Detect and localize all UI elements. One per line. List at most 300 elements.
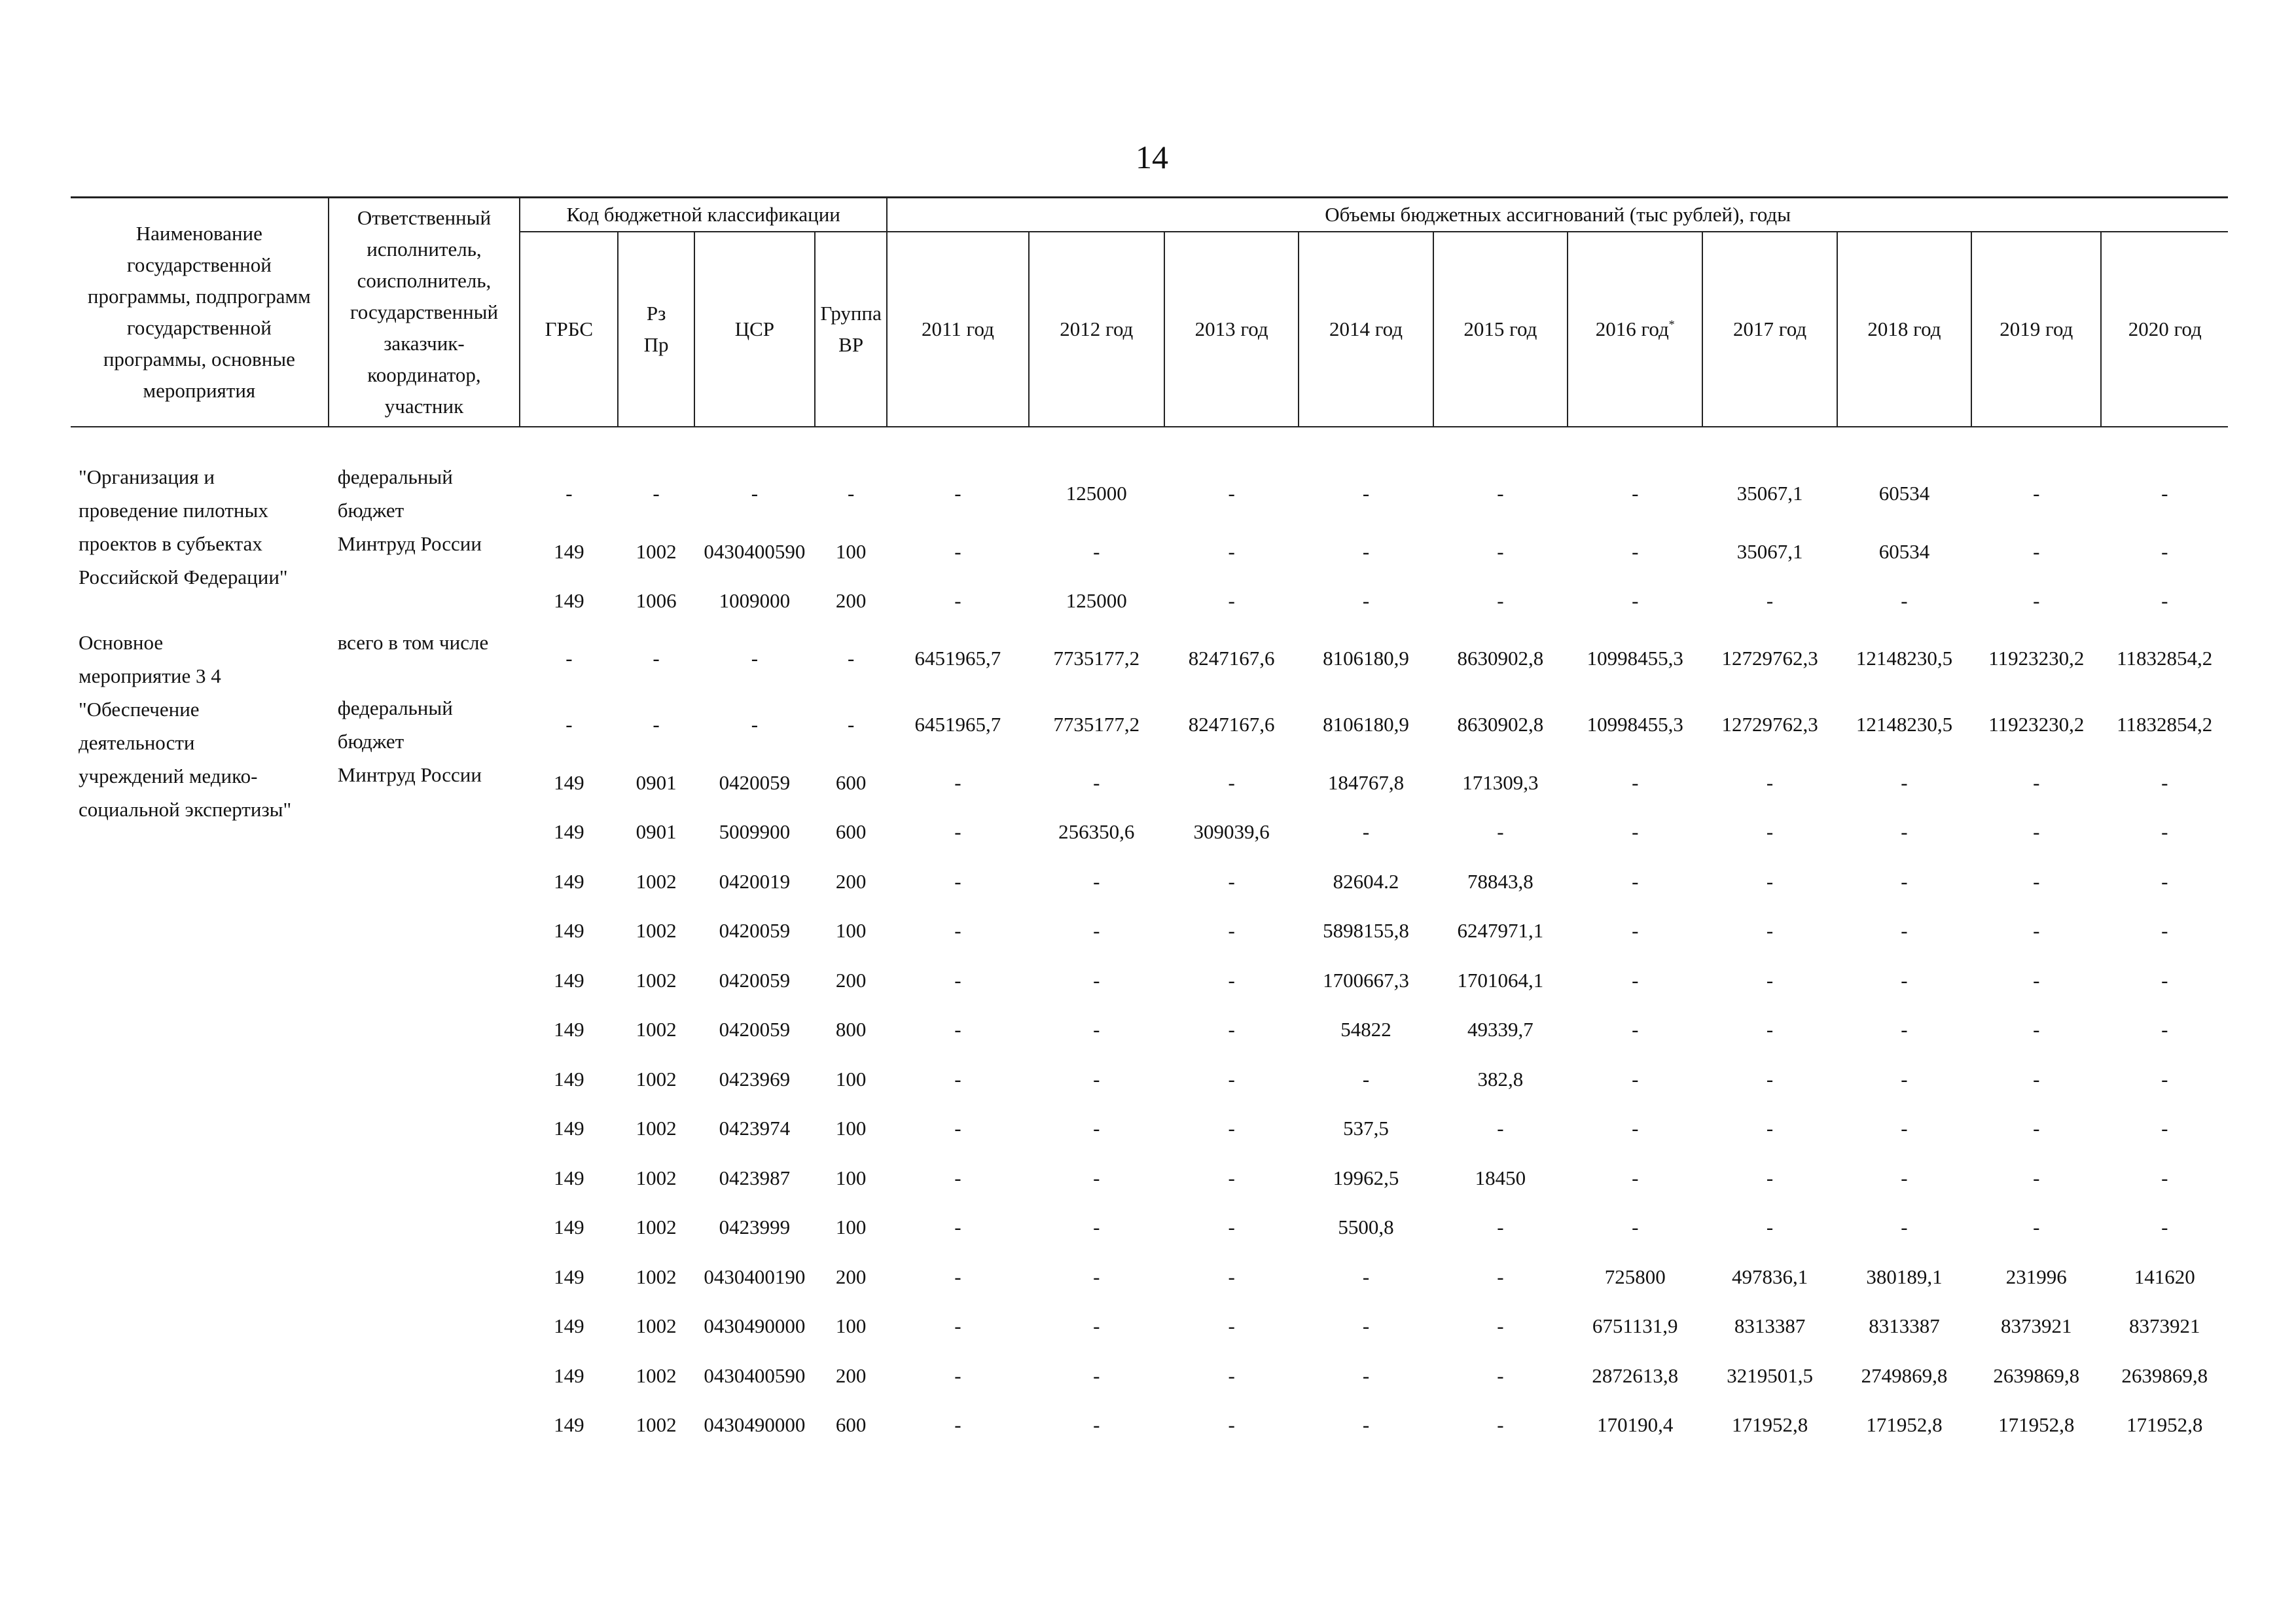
allocation-value-cell: - (954, 1216, 961, 1239)
code-vr-cell: 600 (835, 1413, 867, 1437)
executor-cell: всего в том числе (337, 631, 489, 654)
table-row (71, 1055, 2228, 1104)
code-rzpr-cell: 1002 (636, 1117, 677, 1140)
code-vr-cell: 200 (835, 589, 867, 613)
allocation-value-cell: - (1362, 1265, 1370, 1288)
code-csr-cell: - (751, 481, 759, 505)
allocation-value-cell: 7735177,2 (1053, 646, 1140, 670)
allocation-value-cell: 35067,1 (1736, 481, 1803, 505)
allocation-value-cell: - (954, 1166, 961, 1189)
allocation-value-cell: - (1766, 1018, 1774, 1041)
code-rzpr-cell: 1002 (636, 1067, 677, 1091)
program-name-line: Российской Федерации" (79, 566, 288, 588)
code-csr-cell: 0430400190 (704, 1265, 806, 1288)
allocation-value-cell: - (1632, 968, 1639, 992)
allocation-value-cell: - (1497, 1117, 1504, 1140)
code-grbs-cell: 149 (554, 1117, 584, 1140)
allocation-value-cell: - (2033, 1018, 2040, 1041)
allocation-value-cell: 8106180,9 (1323, 646, 1409, 670)
code-csr-cell: 0423974 (719, 1117, 791, 1140)
allocation-value-cell: - (954, 589, 961, 613)
allocation-value-cell: 184767,8 (1327, 770, 1405, 794)
allocation-value-cell: 5500,8 (1338, 1216, 1394, 1239)
table-row (71, 956, 2228, 1005)
allocation-value-cell: - (1901, 1067, 1908, 1091)
allocation-value-cell: - (1497, 1413, 1504, 1437)
table-body (71, 427, 2228, 1450)
executor-cell (329, 1401, 520, 1451)
allocation-value-cell: - (1632, 589, 1639, 613)
allocation-value-cell: 8247167,6 (1188, 712, 1275, 736)
allocation-value-cell: - (1497, 1314, 1504, 1338)
code-grbs-cell: 149 (554, 1363, 584, 1387)
allocation-value-cell: 256350,6 (1058, 820, 1135, 844)
allocation-value-cell: - (954, 539, 961, 563)
allocation-value-cell: - (1093, 869, 1100, 893)
allocation-value-cell: - (2161, 1117, 2168, 1140)
program-name-cell (71, 460, 329, 626)
allocation-value-cell: - (1632, 1018, 1639, 1041)
allocation-value-cell: - (954, 1413, 961, 1437)
allocation-value-cell: - (1497, 481, 1504, 505)
program-name-line: учреждений медико- (79, 765, 258, 787)
code-rzpr-cell: 1002 (636, 1018, 677, 1041)
code-vr-cell: 600 (835, 820, 867, 844)
code-vr-cell: 100 (835, 1067, 867, 1091)
allocation-value-cell: - (2033, 589, 2040, 613)
allocation-value-cell: 11832854,2 (2117, 712, 2213, 736)
code-rzpr-cell: - (653, 646, 660, 670)
code-rzpr-cell: 1002 (636, 1363, 677, 1387)
code-vr-cell: 800 (835, 1018, 867, 1041)
header-year: 2017 год (1702, 232, 1837, 427)
executor-cell (329, 808, 520, 857)
allocation-value-cell: 8630902,8 (1457, 712, 1544, 736)
executor-cell (329, 1302, 520, 1352)
allocation-value-cell: 10998455,3 (1587, 646, 1683, 670)
allocation-value-cell: - (1228, 1117, 1235, 1140)
allocation-value-cell: - (1362, 539, 1370, 563)
executor-cell (329, 1005, 520, 1055)
code-vr-cell: 100 (835, 1314, 867, 1338)
allocation-value-cell: - (1901, 1216, 1908, 1239)
executor-cell (329, 1055, 520, 1104)
allocation-value-cell: 11923230,2 (1988, 646, 2085, 670)
allocation-value-cell: - (1632, 481, 1639, 505)
header-year: 2014 год (1299, 232, 1433, 427)
program-name-line: проектов в субъектах (79, 532, 262, 555)
code-vr-cell: 100 (835, 919, 867, 943)
code-rzpr-cell: 1002 (636, 919, 677, 943)
code-vr-cell: 200 (835, 968, 867, 992)
allocation-value-cell: - (1632, 869, 1639, 893)
allocation-value-cell: 6751131,9 (1592, 1314, 1678, 1338)
allocation-value-cell: - (1632, 539, 1639, 563)
allocation-value-cell: - (1093, 1018, 1100, 1041)
allocation-value-cell: - (954, 820, 961, 844)
allocation-value-cell: - (2161, 1067, 2168, 1091)
code-csr-cell: 0430490000 (704, 1314, 806, 1338)
allocation-value-cell: - (1497, 1265, 1504, 1288)
allocation-value-cell: - (954, 1314, 961, 1338)
allocation-value-cell: - (1766, 589, 1774, 613)
allocation-value-cell: - (954, 1067, 961, 1091)
allocation-value-cell: 6247971,1 (1457, 919, 1544, 943)
table-row (71, 691, 2228, 758)
code-csr-cell: 0423987 (719, 1166, 791, 1189)
allocation-value-cell: 2639869,8 (2121, 1363, 2208, 1387)
allocation-value-cell: - (1093, 1314, 1100, 1338)
page-number: 14 (1136, 139, 1168, 175)
allocation-value-cell: - (1362, 1363, 1370, 1387)
allocation-value-cell: - (1362, 1067, 1370, 1091)
allocation-value-cell: - (1901, 919, 1908, 943)
table-row (71, 460, 2228, 527)
allocation-value-cell: - (1901, 820, 1908, 844)
allocation-value-cell: - (2161, 539, 2168, 563)
allocation-value-cell: - (1228, 1363, 1235, 1387)
allocation-value-cell: 8630902,8 (1457, 646, 1544, 670)
allocation-value-cell: - (2161, 1018, 2168, 1041)
allocation-value-cell: - (954, 481, 961, 505)
code-vr-cell: 100 (835, 1117, 867, 1140)
allocation-value-cell: - (2161, 968, 2168, 992)
allocation-value-cell: 60534 (1878, 481, 1930, 505)
executor-cell (329, 1203, 520, 1253)
allocation-value-cell: - (2161, 919, 2168, 943)
code-csr-cell: 0423999 (719, 1216, 791, 1239)
allocation-value-cell: 382,8 (1477, 1067, 1524, 1091)
code-rzpr-cell: 1002 (636, 539, 677, 563)
allocation-value-cell: 2639869,8 (1993, 1363, 2080, 1387)
footnote-mark: * (1668, 317, 1675, 331)
allocation-value-cell: - (2033, 481, 2040, 505)
executor-cell (329, 1104, 520, 1154)
allocation-value-cell: - (1632, 770, 1639, 794)
code-grbs-cell: - (565, 646, 573, 670)
table-row (71, 577, 2228, 626)
header-budget-code-group: Код бюджетной классификации (520, 198, 887, 232)
allocation-value-cell: - (2033, 1067, 2040, 1091)
header-csr: ЦСР (694, 232, 815, 427)
allocation-value-cell: - (1228, 968, 1235, 992)
table-row (71, 857, 2228, 907)
allocation-value-cell: - (954, 770, 961, 794)
header-year: 2018 год (1837, 232, 1971, 427)
executor-cell (329, 956, 520, 1005)
header-year: 2011 год (887, 232, 1028, 427)
code-grbs-cell: 149 (554, 770, 584, 794)
allocation-value-cell: - (1228, 539, 1235, 563)
allocation-value-cell: 8313387 (1734, 1314, 1806, 1338)
program-name-line: деятельности (79, 731, 195, 754)
code-grbs-cell: 149 (554, 539, 584, 563)
allocation-value-cell: - (1497, 539, 1504, 563)
executor-cell (329, 1153, 520, 1203)
executor-cell (329, 577, 520, 626)
allocation-value-cell: - (954, 1117, 961, 1140)
allocation-value-cell: - (1901, 869, 1908, 893)
executor-cell (329, 857, 520, 907)
allocation-value-cell: 6451965,7 (914, 712, 1001, 736)
allocation-value-cell: 171952,8 (2126, 1413, 2203, 1437)
code-rzpr-cell: - (653, 712, 660, 736)
allocation-value-cell: 10998455,3 (1587, 712, 1683, 736)
allocation-value-cell: - (1632, 1067, 1639, 1091)
code-grbs-cell: 149 (554, 869, 584, 893)
allocation-value-cell: 125000 (1066, 589, 1127, 613)
header-year-label: 2016 год (1595, 317, 1669, 340)
program-name-line: "Обеспечение (79, 698, 200, 721)
code-rzpr-cell: 1002 (636, 1314, 677, 1338)
code-rzpr-cell: 1002 (636, 968, 677, 992)
table-row (71, 907, 2228, 956)
spacer-row (71, 427, 2228, 460)
allocation-value-cell: - (1228, 770, 1235, 794)
allocation-value-cell: - (1766, 770, 1774, 794)
allocation-value-cell: - (2033, 919, 2040, 943)
allocation-value-cell: - (2033, 1216, 2040, 1239)
allocation-value-cell: - (1632, 820, 1639, 844)
code-csr-cell: 0430400590 (704, 539, 806, 563)
allocation-value-cell: - (1497, 1216, 1504, 1239)
code-rzpr-cell: 0901 (636, 770, 677, 794)
allocation-value-cell: - (1362, 1413, 1370, 1437)
code-vr-cell: 100 (835, 539, 867, 563)
executor-cell (329, 1252, 520, 1302)
allocation-value-cell: - (2161, 1166, 2168, 1189)
allocation-value-cell: 8373921 (2001, 1314, 2072, 1338)
executor-cell: федеральный бюджет (337, 465, 453, 522)
allocation-value-cell: 1701064,1 (1457, 968, 1544, 992)
allocation-value-cell: - (1093, 919, 1100, 943)
allocation-value-cell: - (1228, 1166, 1235, 1189)
table-row (71, 626, 2228, 691)
code-rzpr-cell: 1002 (636, 869, 677, 893)
allocation-value-cell: - (2161, 481, 2168, 505)
allocation-value-cell: - (2033, 968, 2040, 992)
allocation-value-cell: - (2161, 770, 2168, 794)
code-csr-cell: 0420059 (719, 770, 791, 794)
executor-cell (329, 1351, 520, 1401)
code-csr-cell: - (751, 646, 759, 670)
code-vr-cell: - (847, 646, 855, 670)
allocation-value-cell: - (1093, 1363, 1100, 1387)
allocation-value-cell: - (1766, 1067, 1774, 1091)
allocation-value-cell: - (1766, 869, 1774, 893)
allocation-value-cell: 537,5 (1343, 1117, 1389, 1140)
code-csr-cell: 1009000 (719, 589, 791, 613)
allocation-value-cell: - (2033, 539, 2040, 563)
executor-cell: Минтруд России (337, 763, 482, 786)
allocation-value-cell: - (1093, 1166, 1100, 1189)
spacer-cell (71, 427, 2228, 460)
code-grbs-cell: 149 (554, 1166, 584, 1189)
code-vr-cell: 100 (835, 1216, 867, 1239)
allocation-value-cell: 1700667,3 (1323, 968, 1409, 992)
allocation-value-cell: 6451965,7 (914, 646, 1001, 670)
allocation-value-cell: - (1093, 1265, 1100, 1288)
code-csr-cell: 5009900 (719, 820, 791, 844)
program-name-cell (71, 626, 329, 1450)
allocation-value-cell: - (1766, 968, 1774, 992)
allocation-value-cell: - (954, 919, 961, 943)
table-row (71, 808, 2228, 857)
code-vr-cell: 200 (835, 869, 867, 893)
allocation-value-cell: 49339,7 (1467, 1018, 1534, 1041)
header-allocation-group: Объемы бюджетных ассигнований (тыс рублей), годы (887, 198, 2228, 232)
allocation-value-cell: 8313387 (1869, 1314, 1940, 1338)
allocation-value-cell: - (2161, 589, 2168, 613)
allocation-value-cell: - (1901, 1117, 1908, 1140)
allocation-value-cell: - (1901, 1018, 1908, 1041)
allocation-value-cell: 54822 (1340, 1018, 1391, 1041)
code-vr-cell: 600 (835, 770, 867, 794)
allocation-value-cell: - (1497, 1363, 1504, 1387)
allocation-value-cell: 725800 (1604, 1265, 1666, 1288)
program-name-line: проведение пилотных (79, 499, 268, 522)
code-csr-cell: - (751, 712, 759, 736)
table-row (71, 1302, 2228, 1352)
allocation-value-cell: - (1766, 820, 1774, 844)
header-executor: Ответственный исполнитель, соисполнитель, государственный заказчик- координатор, участник (329, 198, 520, 427)
header-year: 2013 год (1164, 232, 1299, 427)
code-vr-cell: 200 (835, 1363, 867, 1387)
allocation-value-cell: 11832854,2 (2117, 646, 2213, 670)
allocation-value-cell: - (1228, 1413, 1235, 1437)
allocation-value-cell: 19962,5 (1333, 1166, 1399, 1189)
code-rzpr-cell: 1002 (636, 1166, 677, 1189)
code-csr-cell: 0420059 (719, 968, 791, 992)
allocation-value-cell: - (2033, 770, 2040, 794)
allocation-value-cell: - (1362, 1314, 1370, 1338)
executor-cell: федеральный бюджет (337, 696, 453, 753)
allocation-value-cell: - (2161, 820, 2168, 844)
allocation-value-cell: - (1228, 1314, 1235, 1338)
allocation-value-cell: 82604.2 (1333, 869, 1399, 893)
allocation-value-cell: - (1093, 770, 1100, 794)
program-name-line: мероприятие 3 4 (79, 664, 221, 687)
allocation-value-cell: - (1497, 820, 1504, 844)
allocation-value-cell: - (1632, 1117, 1639, 1140)
allocation-value-cell: - (2033, 1166, 2040, 1189)
allocation-value-cell: 12148230,5 (1856, 646, 1953, 670)
allocation-value-cell: - (1766, 1216, 1774, 1239)
allocation-value-cell: - (2161, 869, 2168, 893)
allocation-value-cell: - (1228, 919, 1235, 943)
allocation-value-cell: - (1632, 919, 1639, 943)
allocation-value-cell: - (1228, 1067, 1235, 1091)
allocation-value-cell: - (1901, 968, 1908, 992)
table-row (71, 1153, 2228, 1203)
allocation-value-cell: 35067,1 (1736, 539, 1803, 563)
code-grbs-cell: 149 (554, 820, 584, 844)
allocation-value-cell: - (1228, 589, 1235, 613)
code-grbs-cell: 149 (554, 1067, 584, 1091)
allocation-value-cell: 18450 (1475, 1166, 1526, 1189)
header-year: 2020 год (2101, 232, 2228, 427)
allocation-value-cell: 12729762,3 (1721, 712, 1818, 736)
allocation-value-cell: - (2033, 1117, 2040, 1140)
header-vr: Группа ВР (815, 232, 887, 427)
allocation-value-cell: - (2033, 820, 2040, 844)
code-vr-cell: 100 (835, 1166, 867, 1189)
code-csr-cell: 0420059 (719, 919, 791, 943)
code-vr-cell: - (847, 481, 855, 505)
allocation-value-cell: 11923230,2 (1988, 712, 2085, 736)
allocation-value-cell: - (1228, 1018, 1235, 1041)
code-csr-cell: 0430400590 (704, 1363, 806, 1387)
allocation-value-cell: 12148230,5 (1856, 712, 1953, 736)
allocation-value-cell: 141620 (2134, 1265, 2195, 1288)
allocation-value-cell: 171952,8 (1998, 1413, 2075, 1437)
allocation-value-cell: - (1901, 589, 1908, 613)
allocation-value-cell: - (1632, 1216, 1639, 1239)
allocation-value-cell: - (1766, 919, 1774, 943)
table-row (71, 758, 2228, 808)
allocation-value-cell: - (1497, 589, 1504, 613)
allocation-value-cell: - (1093, 1067, 1100, 1091)
allocation-value-cell: 5898155,8 (1323, 919, 1409, 943)
allocation-value-cell: - (1228, 1216, 1235, 1239)
code-grbs-cell: 149 (554, 1314, 584, 1338)
allocation-value-cell: - (954, 869, 961, 893)
allocation-value-cell: - (1362, 481, 1370, 505)
allocation-value-cell: - (1901, 770, 1908, 794)
allocation-value-cell: 380189,1 (1866, 1265, 1943, 1288)
allocation-value-cell: 60534 (1878, 539, 1930, 563)
code-grbs-cell: 149 (554, 1413, 584, 1437)
allocation-value-cell: 8247167,6 (1188, 646, 1275, 670)
allocation-value-cell: 125000 (1066, 481, 1127, 505)
header-grbs: ГРБС (520, 232, 618, 427)
allocation-value-cell: - (1362, 820, 1370, 844)
code-grbs-cell: 149 (554, 1018, 584, 1041)
allocation-value-cell: - (954, 968, 961, 992)
budget-allocation-table (71, 196, 2228, 1450)
header-rz-pr: Рз Пр (618, 232, 694, 427)
allocation-value-cell: 8373921 (2128, 1314, 2200, 1338)
code-rzpr-cell: - (653, 481, 660, 505)
allocation-value-cell: 7735177,2 (1053, 712, 1140, 736)
code-csr-cell: 0420019 (719, 869, 791, 893)
program-name-line: "Организация и (79, 465, 215, 488)
allocation-value-cell: - (1766, 1117, 1774, 1140)
code-rzpr-cell: 0901 (636, 820, 677, 844)
code-rzpr-cell: 1002 (636, 1265, 677, 1288)
allocation-value-cell: - (1093, 1413, 1100, 1437)
code-csr-cell: 0430490000 (704, 1413, 806, 1437)
code-vr-cell: - (847, 712, 855, 736)
allocation-value-cell: - (1632, 1166, 1639, 1189)
allocation-value-cell: - (1093, 539, 1100, 563)
code-csr-cell: 0420059 (719, 1018, 791, 1041)
allocation-value-cell: 3219501,5 (1727, 1363, 1813, 1387)
allocation-value-cell: 309039,6 (1193, 820, 1270, 844)
allocation-value-cell: 171952,8 (1866, 1413, 1943, 1437)
allocation-value-cell: - (1228, 869, 1235, 893)
allocation-value-cell: - (1228, 1265, 1235, 1288)
code-grbs-cell: 149 (554, 968, 584, 992)
allocation-value-cell: 170190,4 (1597, 1413, 1674, 1437)
header-program-name: Наименование государственной программы, подпрограмм государственной программы, основные мероприятия (71, 198, 329, 427)
code-rzpr-cell: 1002 (636, 1413, 677, 1437)
allocation-value-cell: - (2161, 1216, 2168, 1239)
executor-cell (329, 907, 520, 956)
table-row (71, 1252, 2228, 1302)
table-row (71, 1351, 2228, 1401)
table-row (71, 1203, 2228, 1253)
